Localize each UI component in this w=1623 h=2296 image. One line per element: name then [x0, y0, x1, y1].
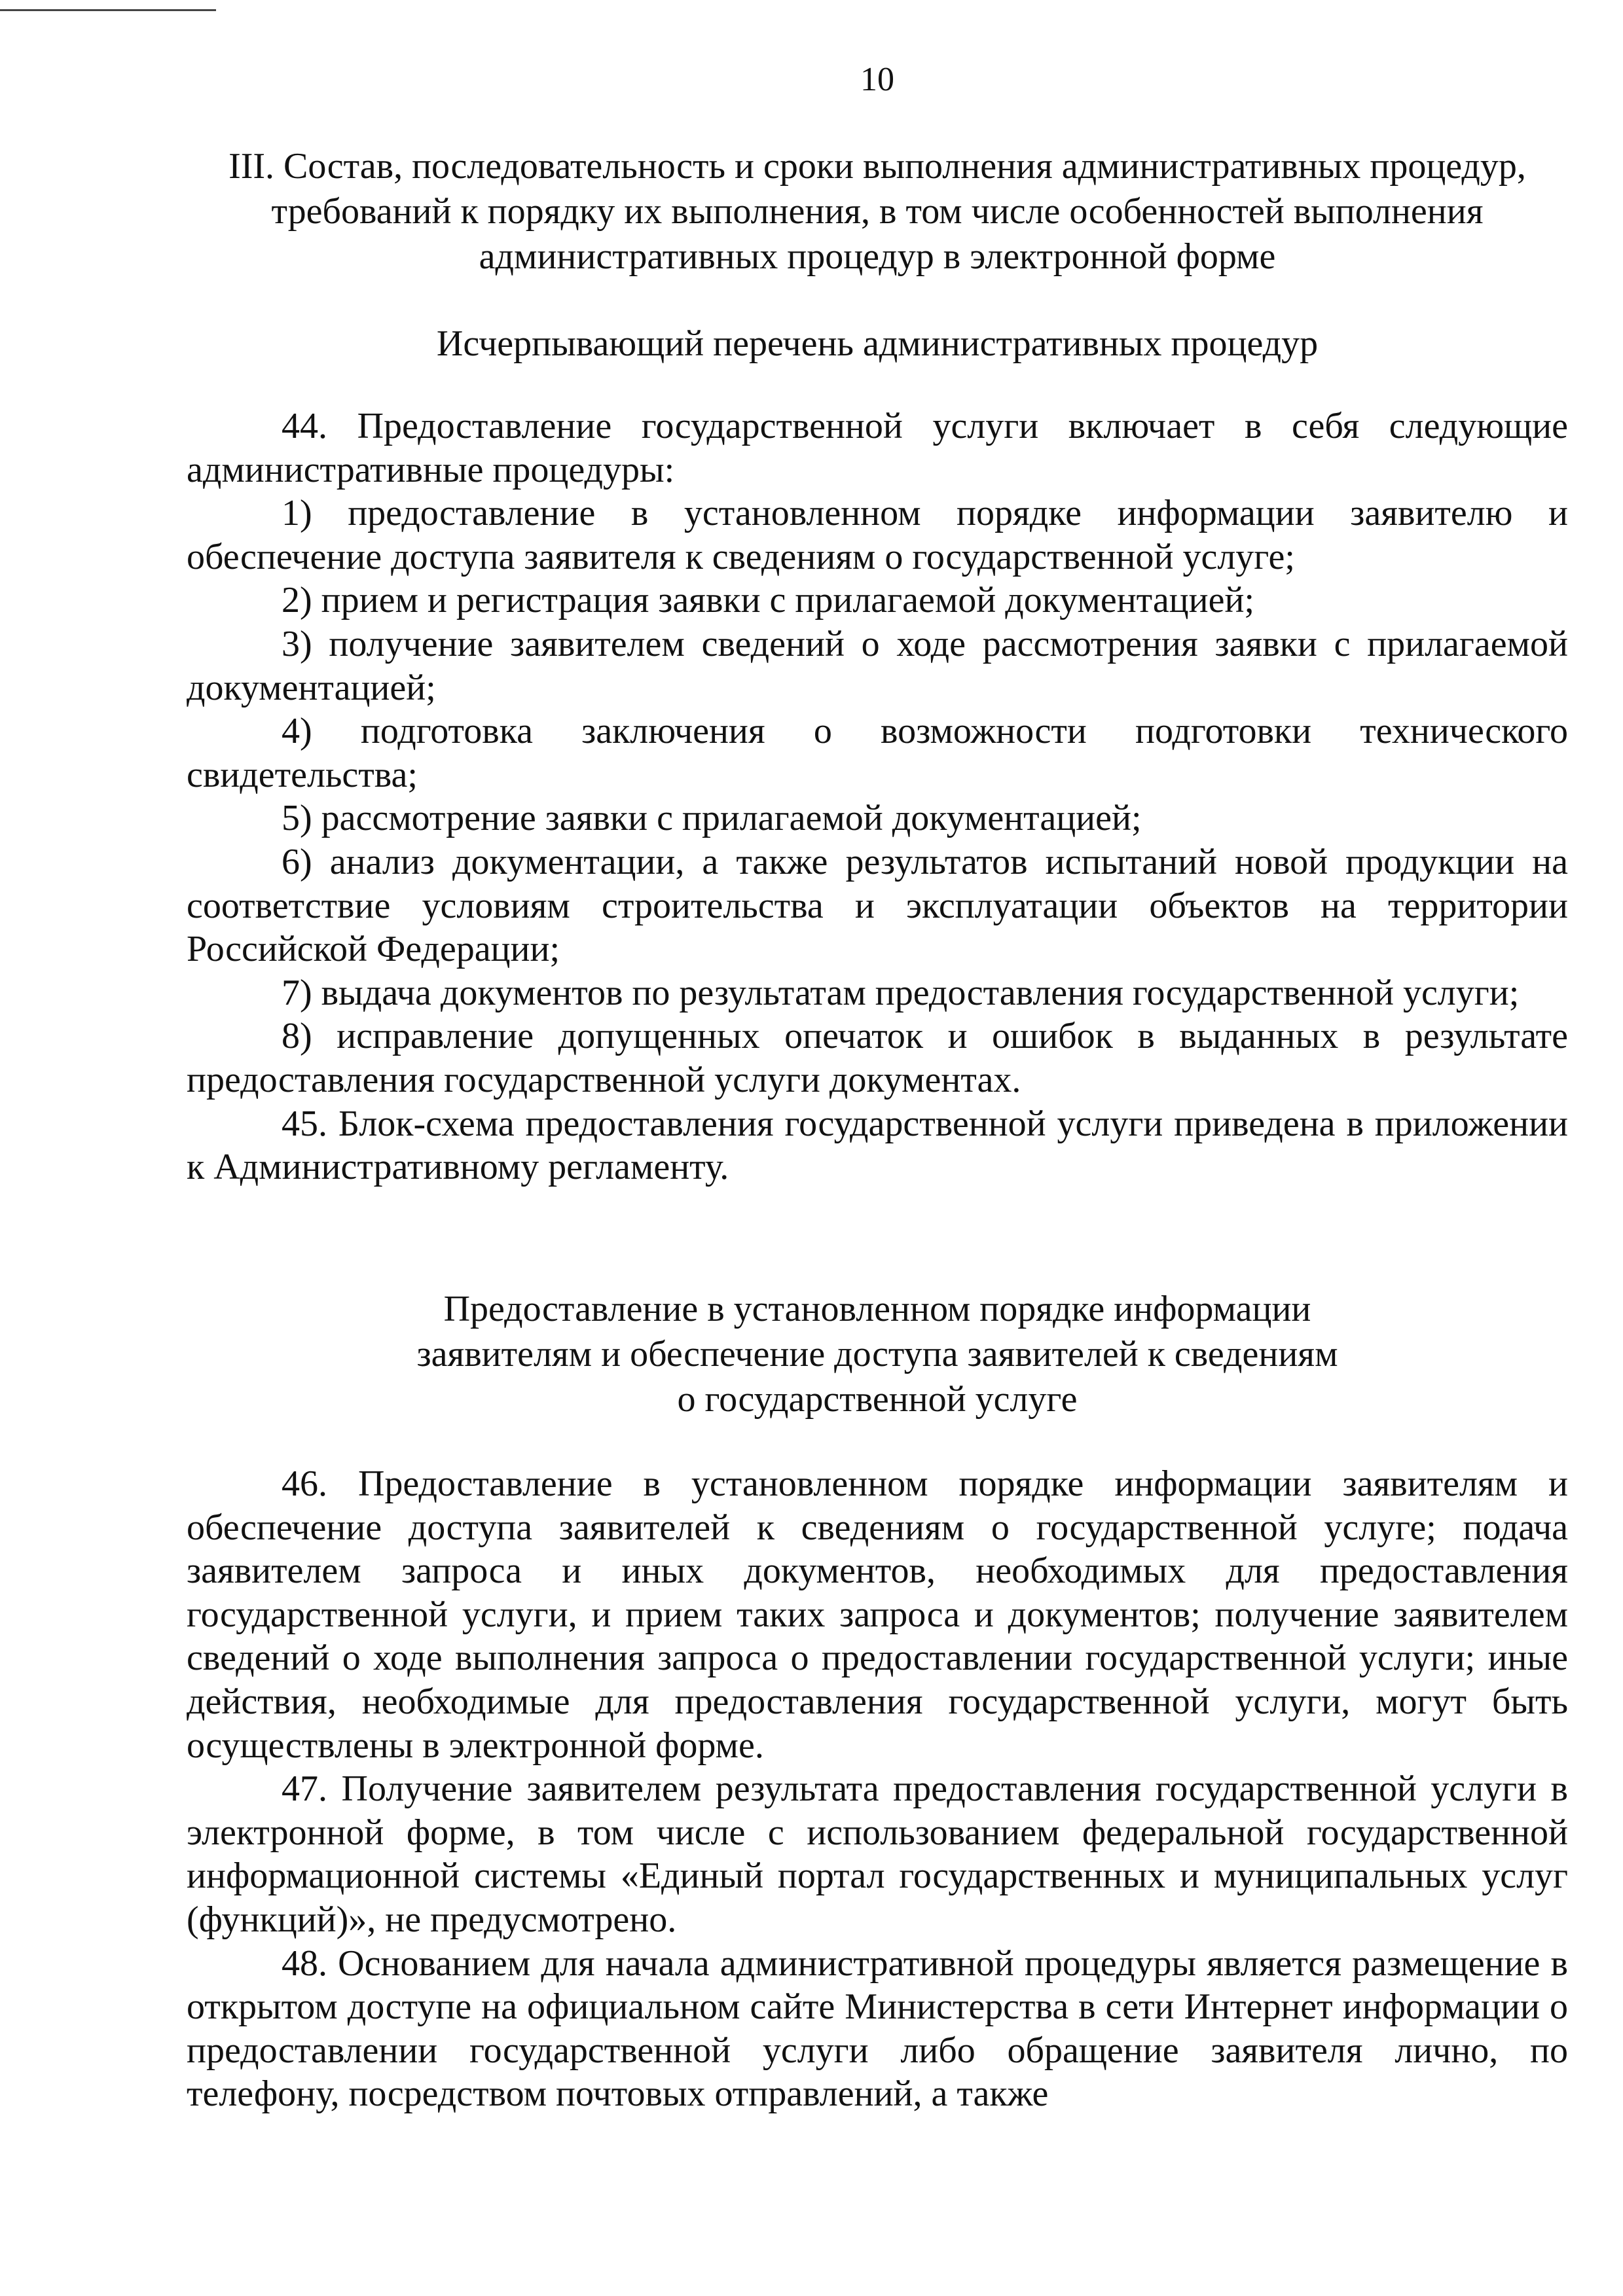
list-item-6: 6) анализ документации, а также результатов испытаний новой продукции на соответствие условиям строительства и эксплуатации объектов на территории Российской Федерации; [187, 841, 1568, 970]
list-item-3: 3) получение заявителем сведений о ходе рассмотрения заявки с прилагаемой документацией; [187, 623, 1568, 708]
section-heading-line: III. Состав, последовательность и сроки выполнения административных процедур, [228, 146, 1526, 187]
paragraph-48: 48. Основанием для начала административной процедуры является размещение в открытом доступе на официальном сайте Министерства в сети Интернет информации о предоставлении государственной услуги либо обращение заявителя лично, по телефону, посредством почтовых отправлений, а также [187, 1943, 1568, 2115]
body-block-1 [187, 404, 1568, 1189]
subheading-information-access [187, 1287, 1568, 1422]
paragraph-47: 47. Получение заявителем результата предоставления государственной услуги в электронной форме, в том числе с использованием федеральной государственной информационной системы «Единый портал государственных и муниципальных услуг (функций)», не предусмотрено. [187, 1768, 1568, 1940]
subheading-procedures-list: Исчерпывающий перечень административных процедур [436, 323, 1319, 364]
section-heading [187, 144, 1568, 279]
list-item-7: 7) выдача документов по результатам предоставления государственной услуги; [282, 972, 1520, 1013]
page-number: 10 [860, 61, 894, 98]
section-heading-line: административных процедур в электронной форме [479, 236, 1276, 277]
list-item-1: 1) предоставление в установленном порядке информации заявителю и обеспечение доступа заявителя к сведениям о государственной услуге; [187, 493, 1568, 577]
scan-edge-line [0, 9, 216, 11]
section-heading-line: требований к порядку их выполнения, в том числе особенностей выполнения [271, 191, 1484, 232]
subheading-line: заявителям и обеспечение доступа заявителей к сведениям [416, 1334, 1338, 1374]
paragraph-46: 46. Предоставление в установленном порядке информации заявителям и обеспечение доступа заявителей к сведениям о государственной услуге; подача заявителем запроса и иных документов, необходимых для предоставления государственной услуги, и прием таких запроса и документов; получение заявителем сведений о ходе выполнения запроса о предоставлении государственной услуги; иные действия, необходимые для предоставления государственной услуги, могут быть осуществлены в электронной форме. [187, 1463, 1568, 1766]
list-item-4: 4) подготовка заключения о возможности подготовки технического свидетельства; [187, 711, 1568, 795]
paragraph-45: 45. Блок-схема предоставления государственной услуги приведена в приложении к Административному регламенту. [187, 1103, 1568, 1188]
list-item-2: 2) прием и регистрация заявки с прилагаемой документацией; [282, 580, 1254, 621]
paragraph-44: 44. Предоставление государственной услуги включает в себя следующие административные процедуры: [187, 406, 1568, 490]
body-block-2 [187, 1462, 1568, 2116]
subheading-line: о государственной услуге [677, 1379, 1078, 1420]
subheading-line: Предоставление в установленном порядке информации [443, 1289, 1311, 1329]
list-item-8: 8) исправление допущенных опечаток и ошибок в выданных в результате предоставления государственной услуги документах. [187, 1016, 1568, 1100]
list-item-5: 5) рассмотрение заявки с прилагаемой документацией; [282, 798, 1142, 839]
